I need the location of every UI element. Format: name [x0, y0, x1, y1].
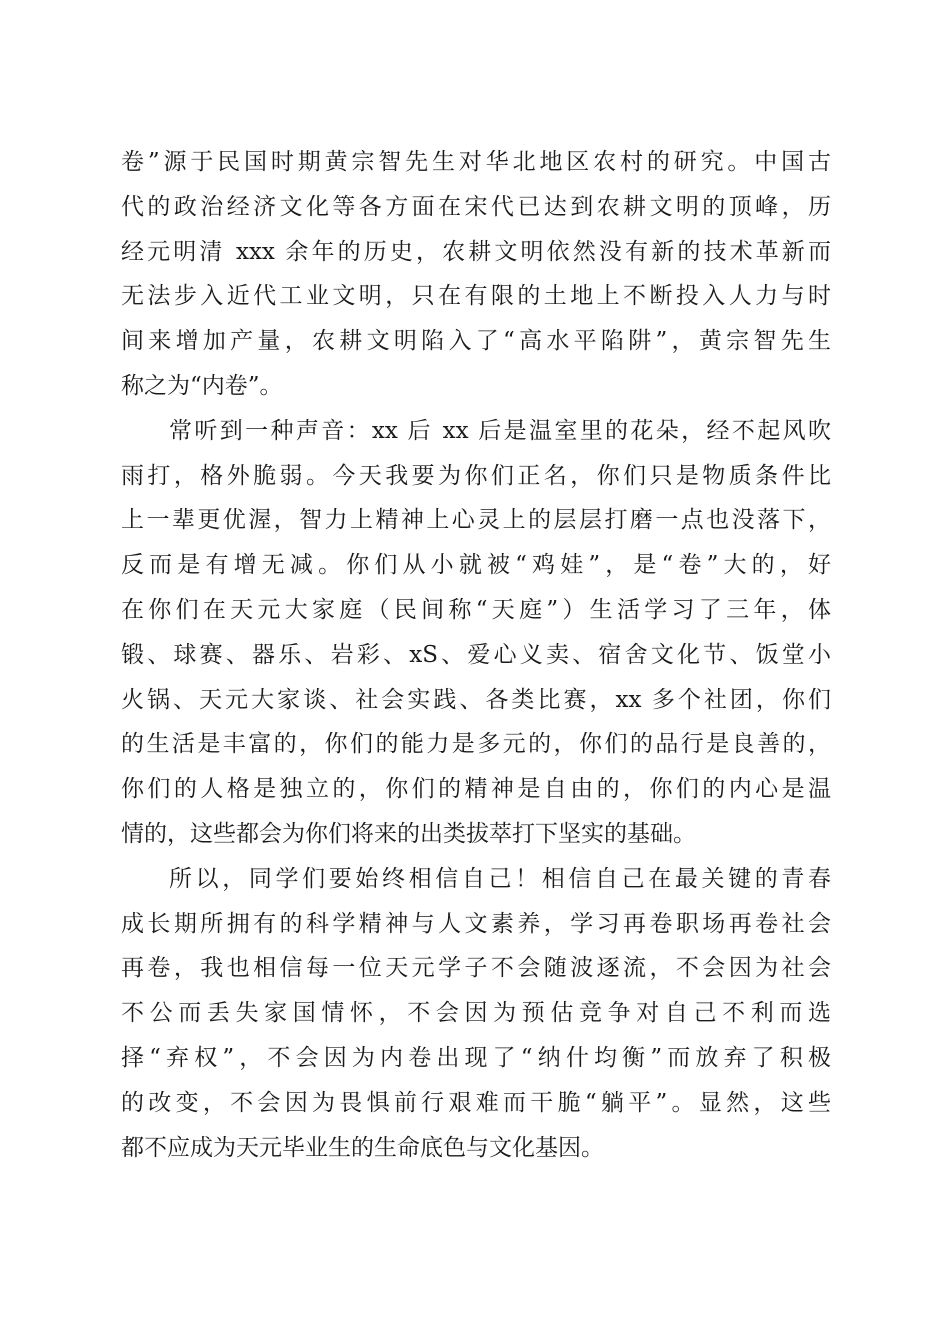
text-line: 常听到一种声音：xx 后 xx 后是温室里的花朵，经不起风吹	[169, 417, 831, 444]
text-line: 锻、球赛、器乐、岩彩、xS、爱心义卖、宿舍文化节、饭堂小	[121, 641, 831, 668]
text-line: 所以，同学们要始终相信自己！相信自己在最关键的青春	[169, 865, 831, 892]
document-body	[121, 140, 831, 1170]
text-line: 成长期所拥有的科学精神与人文素养，学习再卷职场再卷社会	[121, 910, 831, 937]
text-line: 雨打，格外脆弱。今天我要为你们正名，你们只是物质条件比	[121, 462, 831, 489]
text-line: 上一辈更优渥，智力上精神上心灵上的层层打磨一点也没落下，	[121, 507, 831, 534]
text-line: 再卷，我也相信每一位天元学子不会随波逐流，不会因为社会	[121, 955, 831, 982]
text-line: 称之为“内卷”。	[121, 372, 283, 399]
text-line: 的改变，不会因为畏惧前行艰难而干脆“躺平”。显然，这些	[121, 1089, 831, 1116]
text-line: 在你们在天元大家庭（民间称“天庭”）生活学习了三年，体	[121, 596, 831, 623]
text-line: 间来增加产量，农耕文明陷入了“高水平陷阱”，黄宗智先生	[121, 328, 831, 355]
text-line: 反而是有增无减。你们从小就被“鸡娃”，是“卷”大的，好	[121, 552, 831, 579]
text-line: 都不应成为天元毕业生的生命底色与文化基因。	[121, 1134, 604, 1161]
text-line: 你们的人格是独立的，你们的精神是自由的，你们的内心是温	[121, 776, 831, 803]
text-line: 择“弃权”，不会因为内卷出现了“纳什均衡”而放弃了积极	[121, 1044, 831, 1071]
text-line: 不公而丢失家国情怀，不会因为预估竞争对自己不利而选	[121, 1000, 831, 1027]
text-line: 代的政治经济文化等各方面在宋代已达到农耕文明的顶峰，历	[121, 193, 831, 220]
paragraph-1	[121, 140, 831, 409]
text-line: 的生活是丰富的，你们的能力是多元的，你们的品行是良善的，	[121, 731, 831, 758]
text-line: 火锅、天元大家谈、社会实践、各类比赛，xx 多个社团，你们	[121, 686, 831, 713]
text-line: 卷”源于民国时期黄宗智先生对华北地区农村的研究。中国古	[121, 149, 831, 175]
paragraph-3	[121, 857, 831, 1171]
text-line: 经元明清 xxx 余年的历史，农耕文明依然没有新的技术革新而	[121, 238, 831, 265]
paragraph-2	[121, 409, 831, 857]
text-line: 无法步入近代工业文明，只在有限的土地上不断投入人力与时	[121, 283, 831, 310]
text-line: 情的，这些都会为你们将来的出类拔萃打下坚实的基础。	[121, 820, 696, 847]
